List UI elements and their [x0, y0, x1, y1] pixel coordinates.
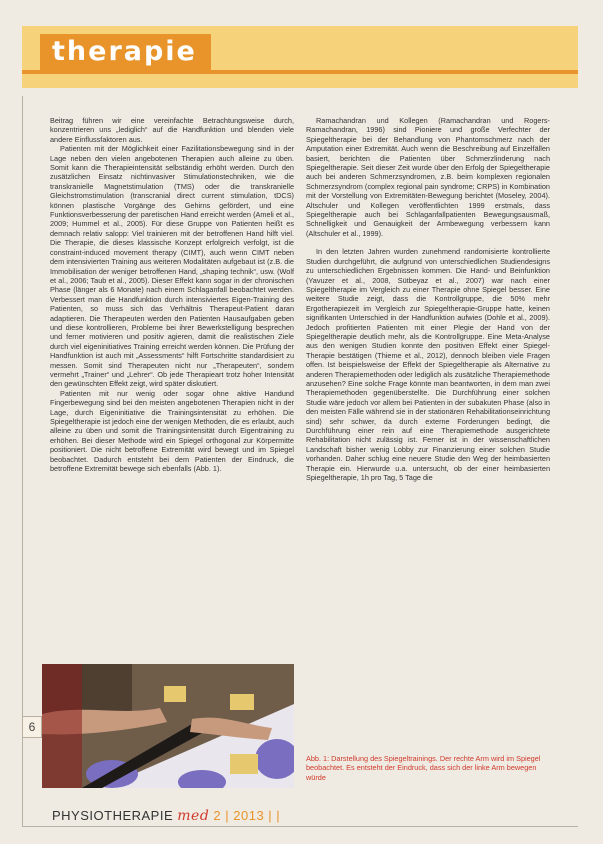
text-column-right	[306, 116, 550, 482]
paragraph: In den letzten Jahren wurden zunehmend randomisierte kontrollierte Studien durchgeführt, die aufgrund von unterschiedlichen Studiendesigns zu unterschiedlichen Ergebnissen kommen. Die Hand- und Beinfunktion (Yavuzer et al., 2008, Sütbeyaz et al., 2007) war nach einer Spiegeltherapie im Vergleich zu einer Therapie ohne Spiegel besser. Eine weitere Studie zeigt, dass die Kontrollgruppe, die 50% mehr Ergotherapiezeit im Vergleich zur Spiegeltherapie-Gruppe hatte, keinen signifikanten Unterschied in der Handfunktion aufwies (Dohle et al., 2009). Jedoch profitierten Patienten mit einer Plegie der Hand von der Spiegeltherapie deutlich mehr, als die Kontrollgruppe. Eine Meta-Analyse aus den wenigen Studien konnte den positiven Effekt einer Spiegel-Therapie bestätigen (Thieme et al., 2012), dennoch bleiben viele Fragen offen. Ist beispielsweise der Effekt der Spiegeltherapie als Alternative zu anderen Therapiemethoden oder lediglich als zusätzliche Therapiemethode anzusehen? Eine solche Frage könnte man beantworten, in dem man zwei Therapiemethoden gegenüberstellte. Die Durchführung einer solchen Studie wäre jedoch vor allem bei Patienten in der subakuten Phase (also in den meisten Fälle während sie in der stationären Rehabilitationseinrichtung sind) sehr schwer, da durch externe Forderungen bedingt, die Durchführung einer rein auf eine Therapiemethode ausgerichtete Rehabilitation nicht zulässig ist. Ferner ist in der wissenschaftlichen Landschaft bisher wenig Lobby zur Finanzierung einer solchen Studie vorhanden. Daher schlug eine neuere Studie den Weg der heimbasierten Therapie ein. Hierwurde u.a. untersucht, ob der einer heimbasierten Spiegeltherapie, 1h pro Tag, 5 Tage die	[306, 247, 550, 483]
magazine-name: PHYSIOTHERAPIE	[52, 808, 174, 823]
paragraph: Patienten mit der Möglichkeit einer Fazilitationsbewegung sind in der Lage neben den vielen angebotenen Therapien auch alleine zu üben. Somit kann die Therapieintensität selbständig erhöht werden. Durch den zusätzlichen Einsatz nichtinvasiver Stimulationstechniken, wie die transkranielle Magnetstimulation (TMS) oder die transkranielle Gleichstromstimulation (transcranial direct current stimulation, tDCS) können plastische Vorgänge des Gehirns gefördert, und eine Funktionsverbesserung der paretischen Hand erreicht werden (Ameli et al., 2009; Hummel et al., 2005). Für diese Gruppe von Patienten heißt es demnach relativ salopp: Viel trainieren mit der betroffenen Hand hilft viel. Die Therapie, die dieses klassische Konzept erfolgreich verfolgt, ist die constraint-induced movement therapy (CIMT), auch wenn CIMT neben dem intensivierten Training aus weiteren Modalitäten aufgebaut ist (z.B. die Immobilisation der weniger betroffenen Hand, „shaping technik“, usw. (Wolf et al., 2006; Taub et al., 2005). Dieser Effekt kann sogar in der chronischen Phase (länger als 6 Monate) nach einem Schlaganfall beobachtet werden. Verbessert man die Handfunktion durch intensiviertes Eigen-Training des Patienten, so muss sich das Verhältnis Therapeut-Patient daran adaptieren. Die Therapeuten werden den Patienten Hausaufgaben geben und diese kontrollieren, Probleme bei ihrer Bewerkstelligung besprechen und ferner motivieren und positiv agieren, damit die realistischen Ziele durch viel eigeninitiatives Training erreicht werden können. Die Prüfung der Handfunktion ist auch mit „Assessments“ hilft Fortschritte standardisiert zu messen. Somit sind Therapeuten nicht nur „Therapeuten“, sondern vermehrt „Trainer“ und „Lehrer“. Ob jede Therapieart trotz hoher Intensität den gewünschten Effekt zeigt, wird später diskutiert.	[50, 144, 294, 389]
paragraph: Patienten mit nur wenig oder sogar ohne aktive Handund Fingerbewegung sind bei den meisten angebotenen Therapien nicht in der Lage, durch Eigeninitiative die Trainingsintensität zu erhöhen. Die Spiegeltherapie ist jedoch eine der wenigen Methoden, die es erlaubt, auch alleine zu üben und somit die Trainingsintensität durch Eigentraining zu erhöhen. Bei dieser Methode wird ein Spiegel orthogonal zur Körpermitte positioniert. Die nicht betroffene Extremität wird bewegt und im Spiegel beobachtet. Dadurch entsteht bei dem Patienten der Eindruck, die betroffene Extremität bewege sich ebenfalls (Abb. 1).	[50, 388, 294, 474]
page-number: 6	[22, 716, 42, 738]
magazine-med: med	[177, 808, 210, 824]
footer-rule	[22, 826, 578, 827]
issue-number: 2 | 2013 | |	[213, 808, 281, 823]
paragraph: Beitrag führen wir eine vereinfachte Betrachtungsweise durch, konzentrieren uns „lediglich“ auf die Handfunktion und blenden viele andere Einflussfaktoren aus.	[50, 116, 294, 144]
photo-illustration	[42, 664, 294, 788]
footer	[52, 808, 280, 824]
text-column-left	[50, 116, 294, 473]
mirror-therapy-photo	[42, 664, 294, 788]
paragraph: Ramachandran und Kollegen (Ramachandran und Rogers-Ramachandran, 1996) sind Pioniere und große Verfechter der Spiegeltherapie bei der Behandlung von Phantomschmerz nach der Amputation einer Extremität. Auch wenn die Beschreibung auf Einzelfällen basiert, berichten die Patienten über Schmerzlinderung nach Spiegeltherapie. Seit dieser Zeit wurde über den Erfolg der Spiegeltherapie auch bei anderen Schmerzsyndromen, z.B. beim komplexen regionalen Schmerzsyndrom (complex regional pain syndrome; CRPS) in Kombination mit der Vorstellung von Extremitäten-Bewegung berichtet (Moseley, 2004). Altschuler und Kollegen veröffentlichten 1999 erstmals, dass Spiegeltherapie auch bei Schlaganfallpatienten Bewegungsausmaß, Schnelligkeit und Genauigkeit der Armbewegung verbessern kann (Altschuler et al., 1999).	[306, 116, 550, 238]
figure-caption: Abb. 1: Darstellung des Spiegeltrainings. Der rechte Arm wird im Spiegel beobachtet. Es entsteht der Eindruck, dass sich der linke Arm bewegen würde	[306, 754, 541, 782]
section-title: therapie	[40, 34, 211, 71]
